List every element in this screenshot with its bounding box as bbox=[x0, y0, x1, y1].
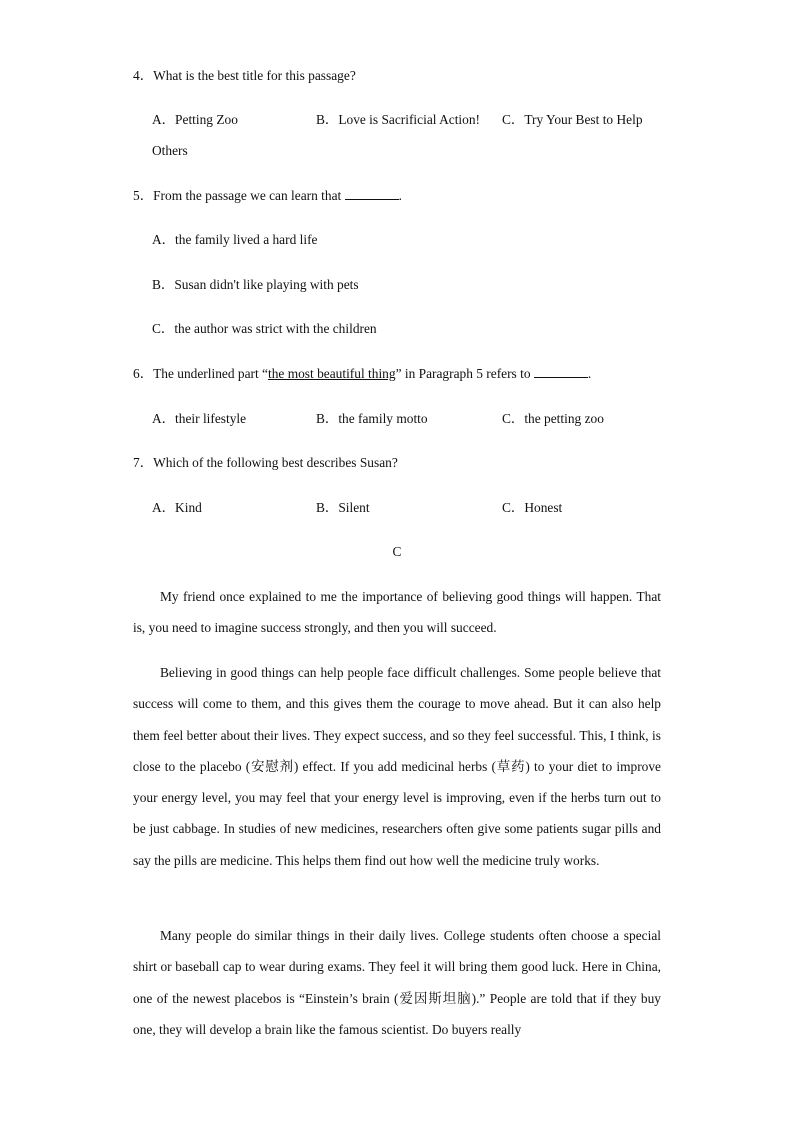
paragraph-text: Many people do similar things in their daily lives. College students often choose a special shirt or baseball cap to wear during exams. They feel it will bring them good luck. Here in China, one of the newest placebos is “Einstein’s brain (爱因斯坦脑).” People are told that if they buy one, they will develop a brain like the famous scientist. Do buyers really bbox=[133, 928, 661, 1037]
passage-paragraph-1 bbox=[133, 581, 661, 644]
question-number: 4． bbox=[133, 68, 154, 83]
question-number: 7． bbox=[133, 455, 154, 470]
answer-blank bbox=[534, 365, 588, 378]
question-stem: Which of the following best describes Susan? bbox=[153, 455, 398, 470]
underlined-phrase: the most beautiful thing bbox=[267, 366, 396, 381]
question-5 bbox=[133, 187, 402, 205]
q4-option-a: A．Petting Zoo bbox=[152, 112, 238, 127]
q6-option-b: B．the family motto bbox=[316, 411, 428, 426]
q7-option-c: C．Honest bbox=[502, 500, 563, 515]
q5-option-b: B．Susan didn't like playing with pets bbox=[152, 277, 359, 292]
question-6 bbox=[133, 365, 591, 383]
paragraph-text: Believing in good things can help people face difficult challenges. Some people believe that success will come to them, and this gives them the courage to move ahead. But it can also help them feel better about their lives. They expect success, and so they feel successful. This, I think, is close to the placebo (安慰剂) effect. If you add medicinal herbs (草药) to your diet to improve your energy level, you may feel that your energy level is improving, even if the herbs turn out to be just cabbage. In studies of new medicines, researchers often give some patients sugar pills and say the pills are medicine. This helps them find out how well the medicine truly works. bbox=[133, 665, 661, 868]
question-end: . bbox=[587, 366, 592, 381]
q4-option-c: C．Try Your Best to Help bbox=[502, 112, 643, 127]
passage-paragraph-3 bbox=[133, 920, 661, 1045]
question-4 bbox=[133, 67, 356, 85]
question-stem-before: The underlined part “ bbox=[153, 366, 268, 381]
q7-option-a: A．Kind bbox=[152, 500, 202, 515]
q6-option-c: C．the petting zoo bbox=[502, 411, 604, 426]
section-label: C bbox=[392, 544, 402, 559]
q4-option-b: B．Love is Sacrificial Action! bbox=[316, 112, 480, 127]
question-7 bbox=[133, 454, 398, 472]
question-number: 6． bbox=[133, 366, 154, 381]
question-stem: From the passage we can learn that bbox=[153, 188, 342, 203]
q6-option-a: A．their lifestyle bbox=[152, 411, 247, 426]
q5-option-c: C．the author was strict with the children bbox=[152, 321, 377, 336]
question-end: . bbox=[398, 188, 402, 203]
q5-option-a: A．the family lived a hard life bbox=[152, 232, 318, 247]
question-stem: What is the best title for this passage? bbox=[153, 68, 356, 83]
q7-option-b: B．Silent bbox=[316, 500, 370, 515]
passage-paragraph-2 bbox=[133, 657, 661, 876]
question-number: 5． bbox=[133, 188, 154, 203]
question-stem-after: ” in Paragraph 5 refers to bbox=[395, 366, 531, 381]
answer-blank bbox=[345, 187, 399, 200]
q4-option-c-continued: Others bbox=[152, 143, 188, 158]
paragraph-text: My friend once explained to me the importance of believing good things will happen. That is, you need to imagine success strongly, and then you will succeed. bbox=[133, 589, 661, 636]
